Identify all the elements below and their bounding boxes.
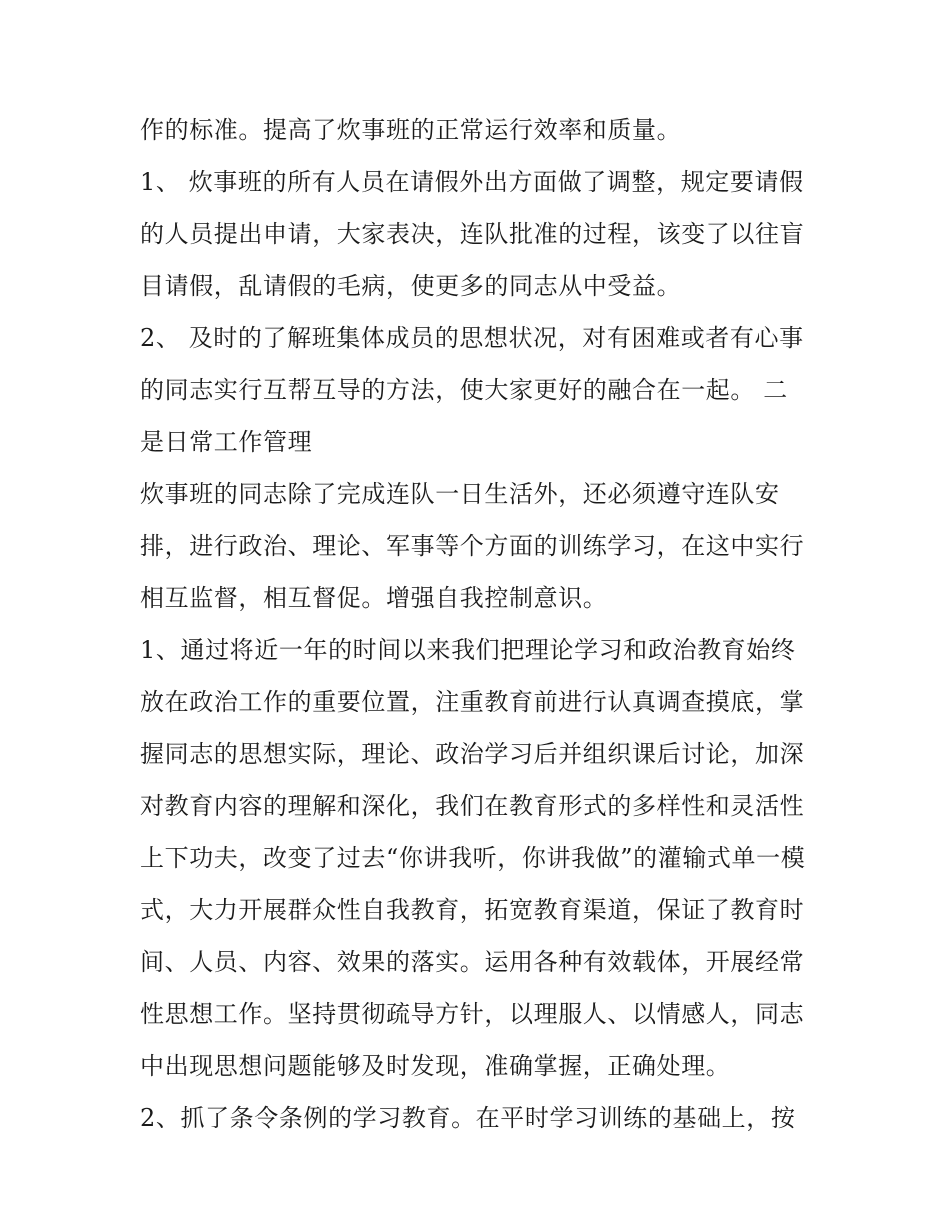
text-line: 排，进行政治、理论、军事等个方面的训练学习，在这中实行	[140, 532, 805, 560]
text-line: 握同志的思想实际，理论、政治学习后并组织课后讨论，加深	[140, 740, 805, 768]
text-line: 间、人员、内容、效果的落实。运用各种有效载体，开展经常	[140, 948, 805, 976]
text-line: 中出现思想问题能够及时发现，准确掌握，正确处理。	[140, 1052, 731, 1080]
text-line: 性思想工作。坚持贯彻疏导方针，以理服人、以情感人，同志	[140, 1000, 805, 1028]
text-line: 的同志实行互帮互导的方法，使大家更好的融合在一起。 二	[140, 376, 788, 404]
text-line: 目请假，乱请假的毛病，使更多的同志从中受益。	[140, 272, 682, 300]
text-line: 1、 炊事班的所有人员在请假外出方面做了调整，规定要请假	[140, 168, 804, 196]
text-line: 2、抓了条令条例的学习教育。在平时学习训练的基础上，按	[140, 1104, 796, 1132]
text-line: 对教育内容的理解和深化，我们在教育形式的多样性和灵活性	[140, 792, 805, 820]
text-line: 是日常工作管理	[140, 428, 313, 456]
text-line: 1、通过将近一年的时间以来我们把理论学习和政治教育始终	[140, 636, 796, 664]
document-body	[140, 104, 820, 1144]
text-line: 式，大力开展群众性自我教育，拓宽教育渠道，保证了教育时	[140, 896, 805, 924]
text-line: 作的标准。提高了炊事班的正常运行效率和质量。	[140, 116, 682, 144]
text-line: 炊事班的同志除了完成连队一日生活外，还必须遵守连队安	[140, 480, 780, 508]
text-line: 相互监督，相互督促。增强自我控制意识。	[140, 584, 608, 612]
text-line: 上下功夫，改变了过去“你讲我听，你讲我做”的灌输式单一模	[140, 844, 806, 872]
text-line: 的人员提出申请，大家表决，连队批准的过程，该变了以往盲	[140, 220, 805, 248]
text-line: 放在政治工作的重要位置，注重教育前进行认真调查摸底，掌	[140, 688, 805, 716]
text-line: 2、 及时的了解班集体成员的思想状况，对有困难或者有心事	[140, 324, 804, 352]
